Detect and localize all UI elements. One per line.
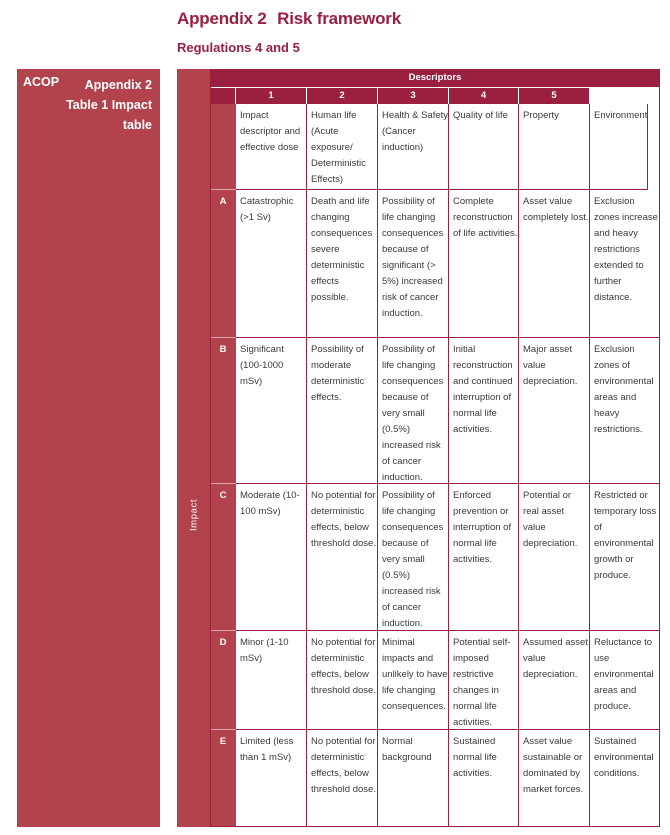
sidebar-panel: [17, 69, 160, 827]
table-cell: Assumed asset value depreciation.: [519, 631, 590, 730]
table-cell: No potential for deterministic effects, below threshold dose.: [307, 730, 378, 827]
table-cell: Death and life changing consequences severe deterministic effects possible.: [307, 190, 378, 338]
column-number-header: 1: [236, 88, 306, 104]
column-number-header: 5: [519, 88, 589, 104]
table-cell: Asset value sustainable or dominated by market forces.: [519, 730, 590, 827]
table-cell: Exclusion zones increase and heavy restrictions extended to further distance.: [590, 190, 660, 338]
row-letter: B: [210, 338, 236, 484]
table-cell: Possibility of moderate deterministic effects.: [307, 338, 378, 484]
appendix-title: Risk framework: [277, 9, 401, 28]
appendix-number: Appendix 2: [177, 9, 267, 28]
table-cell: Reluctance to use environmental areas and produce.: [590, 631, 660, 730]
table-cell: Minor (1-10 mSv): [236, 631, 307, 730]
table-cell: Catastrophic (>1 Sv): [236, 190, 307, 338]
table-cell: No potential for deterministic effects, below threshold dose.: [307, 484, 378, 631]
page-subtitle: Regulations 4 and 5: [177, 40, 300, 55]
table-header-cell: Quality of life: [449, 104, 519, 190]
table-cell: Major asset value depreciation.: [519, 338, 590, 484]
table-cell: Potential self-imposed restrictive changes in normal life activities.: [449, 631, 519, 730]
row-letter: D: [210, 631, 236, 730]
table-header-cell: Property: [519, 104, 590, 190]
table-cell: Potential or real asset value depreciation.: [519, 484, 590, 631]
table-header-cell: Impact descriptor and effective dose: [236, 104, 307, 190]
table-cell: Possibility of life changing consequences because of very small (0.5%) increased risk of cancer induction.: [378, 338, 449, 484]
table-cell: Moderate (10-100 mSv): [236, 484, 307, 631]
table-cell: Initial reconstruction and continued interruption of normal life activities.: [449, 338, 519, 484]
table-cell: Significant (100-1000 mSv): [236, 338, 307, 484]
table-cell: No potential for deterministic effects, below threshold dose.: [307, 631, 378, 730]
table-cell: Minimal impacts and unlikely to have life changing consequences.: [378, 631, 449, 730]
column-number-header: 2: [307, 88, 377, 104]
table-cell: Limited (less than 1 mSv): [236, 730, 307, 827]
descriptors-header: Descriptors: [210, 69, 660, 87]
table-cell: Possibility of life changing consequences because of significant (> 5%) increased risk of cancer induction.: [378, 190, 449, 338]
column-number-header: 3: [378, 88, 448, 104]
acop-label: ACOP: [23, 75, 60, 89]
sidebar-table-label: Appendix 2 Table 1 Impact table: [66, 78, 152, 132]
table-cell: Restricted or temporary loss of environmental growth or produce.: [590, 484, 660, 631]
column-number-header: [210, 88, 235, 104]
table-header-cell: Health & Safety (Cancer induction): [378, 104, 449, 190]
table-cell: Asset value completely lost.: [519, 190, 590, 338]
impact-vertical-label: Impact: [188, 498, 199, 532]
row-letter: C: [210, 484, 236, 631]
table-cell: Sustained normal life activities.: [449, 730, 519, 827]
table-cell: Enforced prevention or interruption of normal life activities.: [449, 484, 519, 631]
table-cell: Possibility of life changing consequences because of very small (0.5%) increased risk of cancer induction.: [378, 484, 449, 631]
row-letter: A: [210, 190, 236, 338]
table-header-cell: Environment: [590, 104, 648, 190]
column-number-header: 4: [449, 88, 518, 104]
impact-table: [210, 69, 660, 827]
table-cell: Normal background: [378, 730, 449, 827]
table-cell: Exclusion zones of environmental areas and heavy restrictions.: [590, 338, 660, 484]
table-cell: Sustained environmental conditions.: [590, 730, 660, 827]
table-cell: Complete reconstruction of life activities.: [449, 190, 519, 338]
page-title: [177, 9, 401, 29]
table-header-cell: Human life (Acute exposure/ Deterministic Effects): [307, 104, 378, 190]
impact-strip: [177, 69, 210, 827]
row-letter: E: [210, 730, 236, 827]
letter-cell-blank: [210, 104, 236, 190]
